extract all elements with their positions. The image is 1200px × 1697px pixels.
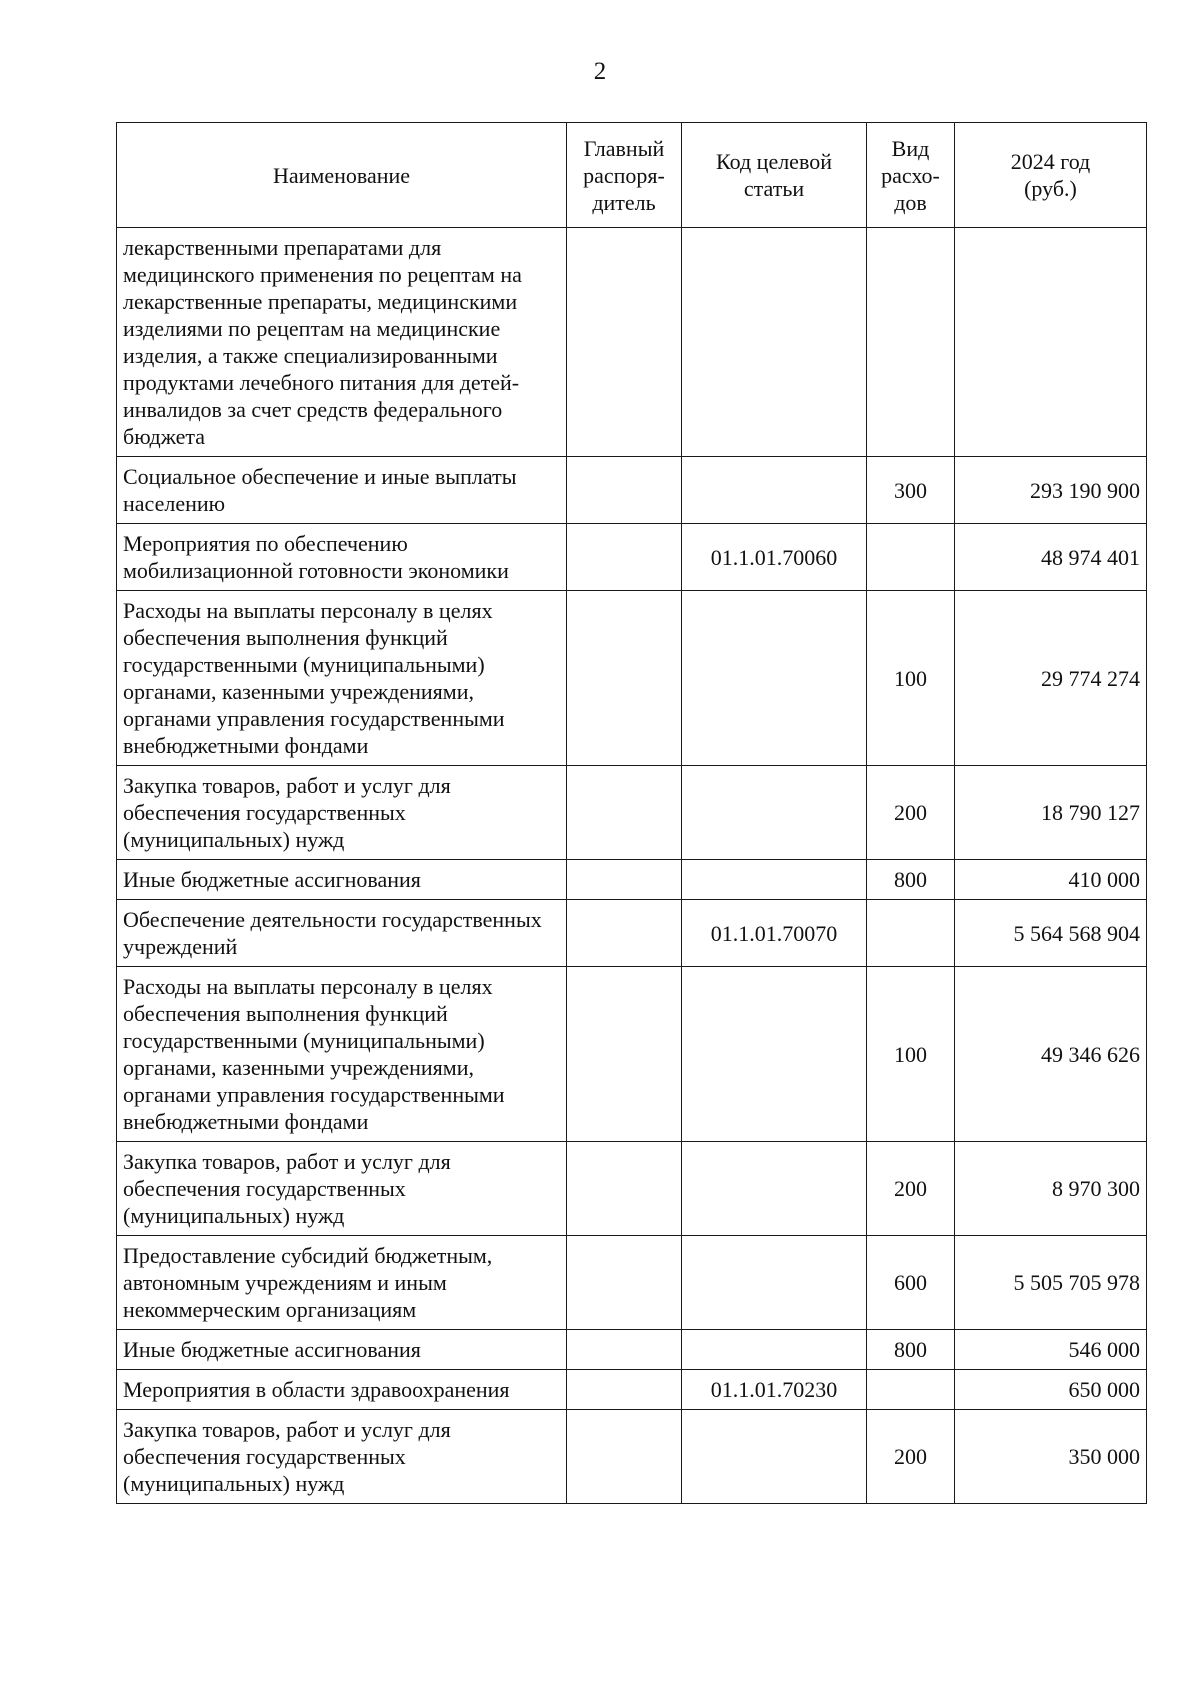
row-chief-cell [567,967,682,1142]
row-chief-cell [567,1330,682,1370]
row-amount-cell [955,228,1147,457]
table-row [117,1142,1147,1236]
row-amount-cell: 49 346 626 [955,967,1147,1142]
table-row [117,766,1147,860]
row-chief-cell [567,1142,682,1236]
row-name-cell: Расходы на выплаты персоналу в целях обеспечения выполнения функций государственными (муниципальными) органами, казенными учреждениями, органами управления государственными внебюджетными фондами [117,967,567,1142]
header-amount: 2024 год (руб.) [955,123,1147,228]
row-chief-cell [567,457,682,524]
row-name-cell: Социальное обеспечение и иные выплаты населению [117,457,567,524]
header-chief: Главный распоря- дитель [567,123,682,228]
row-name-cell: Закупка товаров, работ и услуг для обеспечения государственных (муниципальных) нужд [117,1142,567,1236]
row-amount-cell: 350 000 [955,1410,1147,1504]
header-name: Наименование [117,123,567,228]
row-amount-cell: 410 000 [955,860,1147,900]
row-chief-cell [567,1236,682,1330]
table-row [117,1236,1147,1330]
table-row [117,1330,1147,1370]
row-amount-cell: 18 790 127 [955,766,1147,860]
row-amount-cell: 293 190 900 [955,457,1147,524]
row-name-cell: Закупка товаров, работ и услуг для обеспечения государственных (муниципальных) нужд [117,766,567,860]
table-row [117,228,1147,457]
row-chief-cell [567,591,682,766]
row-type-cell [867,524,955,591]
row-code-cell: 01.1.01.70230 [682,1370,867,1410]
row-type-cell: 200 [867,1142,955,1236]
row-code-cell [682,591,867,766]
header-row [117,123,1147,228]
row-type-cell [867,1370,955,1410]
table-row [117,457,1147,524]
row-name-cell: Иные бюджетные ассигнования [117,1330,567,1370]
row-type-cell: 200 [867,1410,955,1504]
row-name-cell: Закупка товаров, работ и услуг для обеспечения государственных (муниципальных) нужд [117,1410,567,1504]
row-code-cell [682,766,867,860]
row-type-cell: 600 [867,1236,955,1330]
row-amount-cell: 48 974 401 [955,524,1147,591]
row-chief-cell [567,766,682,860]
header-code: Код целевой статьи [682,123,867,228]
row-code-cell: 01.1.01.70070 [682,900,867,967]
row-chief-cell [567,524,682,591]
row-type-cell: 100 [867,967,955,1142]
row-code-cell [682,1330,867,1370]
row-amount-cell: 650 000 [955,1370,1147,1410]
row-name-cell: Мероприятия в области здравоохранения [117,1370,567,1410]
row-code-cell [682,1142,867,1236]
row-amount-cell: 29 774 274 [955,591,1147,766]
row-type-cell: 200 [867,766,955,860]
row-code-cell [682,1236,867,1330]
row-chief-cell [567,900,682,967]
row-chief-cell [567,860,682,900]
row-name-cell: Иные бюджетные ассигнования [117,860,567,900]
row-type-cell: 100 [867,591,955,766]
row-name-cell: Расходы на выплаты персоналу в целях обеспечения выполнения функций государственными (муниципальными) органами, казенными учреждениями, органами управления государственными внебюджетными фондами [117,591,567,766]
row-amount-cell: 546 000 [955,1330,1147,1370]
row-amount-cell: 5 564 568 904 [955,900,1147,967]
row-amount-cell: 5 505 705 978 [955,1236,1147,1330]
row-code-cell [682,860,867,900]
table-row [117,524,1147,591]
row-type-cell: 800 [867,1330,955,1370]
row-type-cell [867,900,955,967]
row-type-cell: 800 [867,860,955,900]
row-name-cell: Мероприятия по обеспечению мобилизационной готовности экономики [117,524,567,591]
table-row [117,591,1147,766]
row-chief-cell [567,1410,682,1504]
row-chief-cell [567,228,682,457]
header-type: Вид расхо- дов [867,123,955,228]
budget-table [116,122,1147,1504]
row-code-cell [682,228,867,457]
table-row [117,860,1147,900]
table-row [117,1370,1147,1410]
table-row [117,1410,1147,1504]
page-number: 2 [593,58,607,85]
table-row [117,900,1147,967]
row-name-cell: Предоставление субсидий бюджетным, автономным учреждениям и иным некоммерческим организациям [117,1236,567,1330]
row-type-cell: 300 [867,457,955,524]
row-code-cell: 01.1.01.70060 [682,524,867,591]
row-code-cell [682,1410,867,1504]
row-code-cell [682,967,867,1142]
row-type-cell [867,228,955,457]
row-amount-cell: 8 970 300 [955,1142,1147,1236]
row-chief-cell [567,1370,682,1410]
row-name-cell: лекарственными препаратами для медицинского применения по рецептам на лекарственные препараты, медицинскими изделиями по рецептам на медицинские изделия, а также специализированными продуктами лечебного питания для детей-инвалидов за счет средств федерального бюджета [117,228,567,457]
row-code-cell [682,457,867,524]
table-row [117,967,1147,1142]
row-name-cell: Обеспечение деятельности государственных учреждений [117,900,567,967]
